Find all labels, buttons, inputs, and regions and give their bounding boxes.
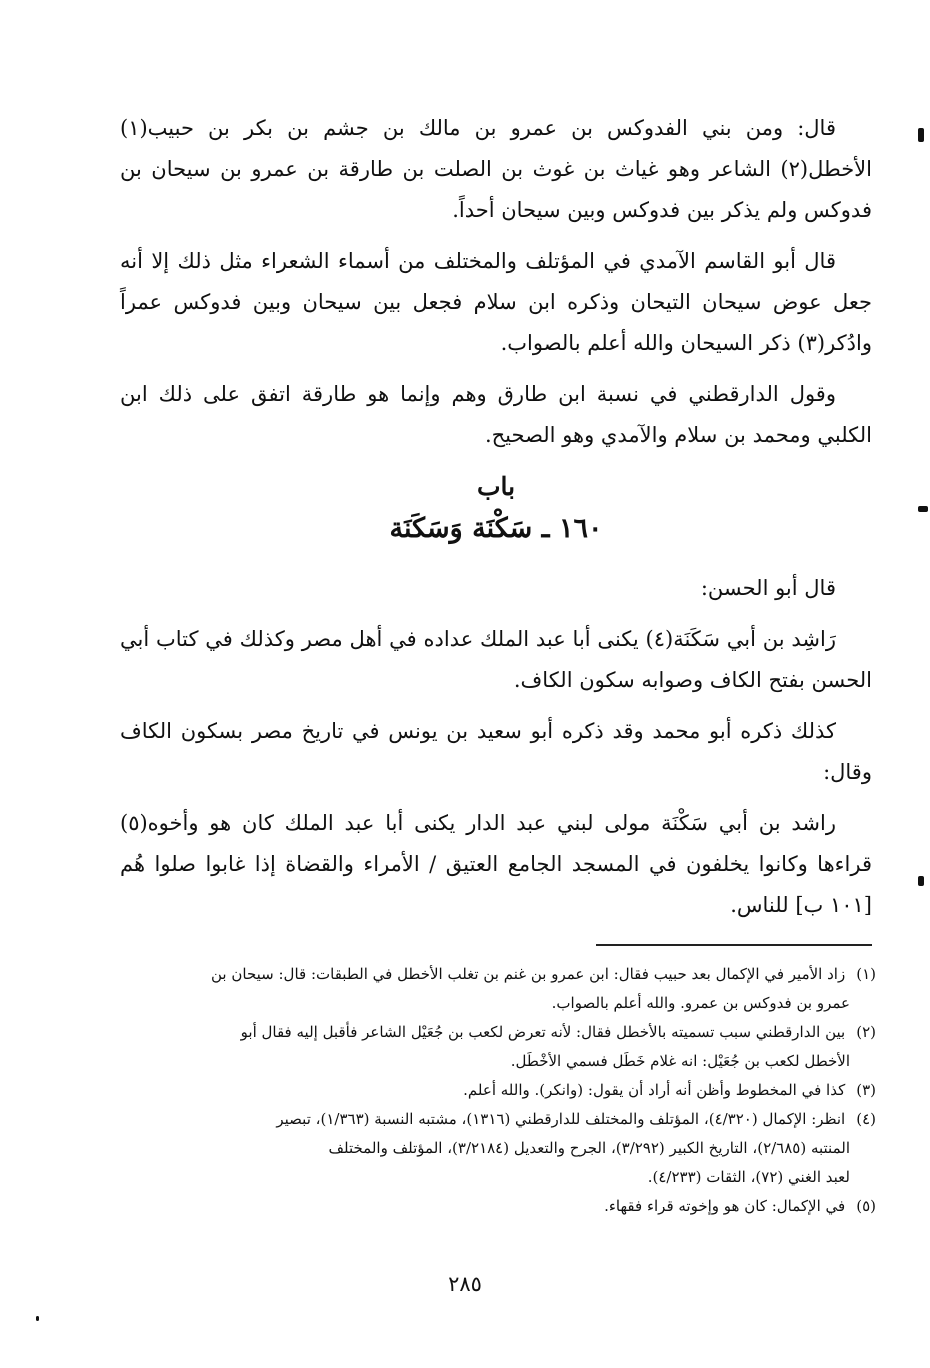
- footnote-number: (٥): [856, 1197, 876, 1215]
- paragraph-1: قال: ومن بني الفدوكس بن عمرو بن مالك بن جشم بن بكر بن حبيب(١) الأخطل(٢) الشاعر وهو غياث بن غوث بن الصلت بن طارقة بن عمرو بن سيحان بن فدوكس ولم يذكر بين فدوكس وبين سيحان أحداً.: [120, 116, 872, 222]
- footnote-text: بين الدارقطني سبب تسميته بالأخطل فقال: لأنه تعرض لكعب بن جُعَيْل الشاعر فأقبل إليه فقال أبو: [240, 1023, 846, 1041]
- scan-edge-mark: [918, 506, 928, 512]
- paragraph-7: [120, 803, 872, 926]
- footnote-1: [120, 960, 876, 989]
- footnote-text: زاد الأمير في الإكمال بعد حبيب فقال: ابن عمرو بن غنم بن تغلب الأخطل في الطبقات: قال: سيحان بن: [211, 965, 846, 983]
- footnote-2-cont: الأخطل لكعب بن جُعَيْل: انه غلام خَطَل فسمي الأخْطَل.: [510, 1052, 850, 1070]
- footnote-number: (٣): [856, 1081, 876, 1099]
- scan-edge-mark: [36, 1316, 39, 1321]
- footnote-4-cont: المنتبه (٢/٦٨٥)، التاريخ الكبير (٣/٢٩٢)، الجرح والتعديل (٣/٢١٨٤)، المؤتلف والمختلف: [328, 1139, 850, 1157]
- footnote-text: في الإكمال: كان هو وإخوته قراء فقهاء.: [604, 1197, 846, 1215]
- scan-edge-mark: [918, 128, 924, 142]
- footnote-4-cont-2: لعبد الغني (٧٢)، الثقات (٤/٢٣٣).: [647, 1168, 850, 1186]
- footnote-number: (٢): [856, 1023, 876, 1041]
- footnote-1-cont: عمرو بن فدوكس بن عمرو. والله أعلم بالصواب.: [551, 994, 850, 1012]
- chapter-title: ١٦٠ ـ سَكْنَة وَسَكَنَة: [389, 513, 603, 544]
- footnotes: [120, 960, 876, 1221]
- footnote-3: [120, 1076, 876, 1105]
- chapter-heading: باب: [476, 472, 516, 501]
- paragraph-3: وقول الدارقطني في نسبة ابن طارق وهم وإنما هو طارقة اتفق على ذلك ابن الكلبي ومحمد بن سلام والآمدي وهو الصحيح.: [120, 382, 872, 447]
- footnote-text: انظر: الإكمال (٤/٣٢٠)، المؤتلف والمختلف للدارقطني (١٣١٦)، مشتبه النسبة (١/٣٦٣)، تبصير: [276, 1110, 846, 1128]
- page-number: ٢٨٥: [448, 1272, 482, 1296]
- footnote-2: [120, 1018, 876, 1047]
- paragraph-6: كذلك ذكره أبو محمد وقد ذكره أبو سعيد بن يونس في تاريخ مصر بسكون الكاف وقال:: [120, 719, 872, 784]
- main-text: [120, 108, 872, 936]
- scan-edge-mark: [918, 876, 924, 886]
- paragraph-4: قال أبو الحسن:: [700, 576, 836, 600]
- paragraph-2: قال أبو القاسم الآمدي في المؤتلف والمختلف من أسماء الشعراء مثل ذلك إلا أنه جعل عوض سيحان التيحان وذكره ابن سلام فجعل بين سيحان وبين فدوكس عمراً وادُكر(٣) ذكر السيحان والله أعلم بالصواب.: [120, 249, 872, 355]
- paragraph-5: رَاشِد بن أبي سَكَنَة(٤) يكنى أبا عبد الملك عداده في أهل مصر وكذلك في كتاب أبي الحسن بفتح الكاف وصوابه سكون الكاف.: [120, 627, 872, 692]
- folio-reference: [١٠١ ب]: [795, 893, 872, 917]
- footnote-number: (٤): [856, 1110, 876, 1128]
- paragraph-7-end: للناس.: [730, 893, 789, 917]
- paragraph-7-text: راشد بن أبي سَكْنَة مولى لبني عبد الدار يكنى أبا عبد الملك كان هو وأخوه(٥) قراءها وكانوا يخلفون في المسجد الجامع العتيق / الأمراء والقضاة إذا غابوا صلوا هُم: [120, 811, 872, 876]
- footnote-text: كذا في المخطوط وأظن أنه أراد أن يقول: (وانكر). والله أعلم.: [463, 1081, 846, 1099]
- footnote-divider: [596, 944, 872, 946]
- footnote-number: (١): [856, 965, 876, 983]
- footnote-4: [120, 1105, 876, 1134]
- footnote-5: [120, 1192, 876, 1221]
